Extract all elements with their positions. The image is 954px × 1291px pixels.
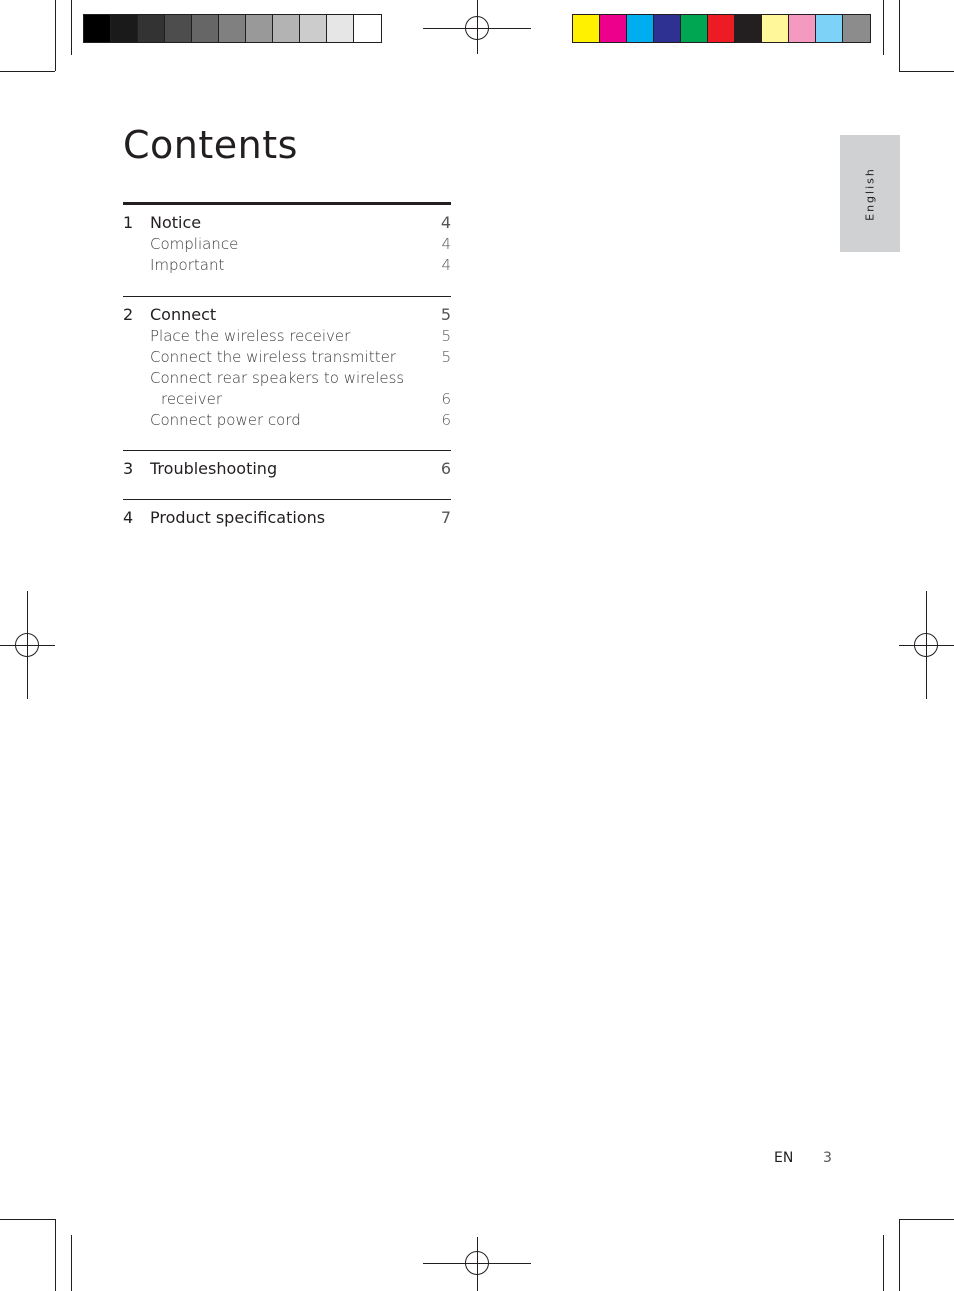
color-swatch <box>573 15 600 42</box>
color-swatch <box>816 15 843 42</box>
chapter-page: 7 <box>440 508 451 527</box>
chapter-page: 4 <box>440 213 451 232</box>
color-swatch <box>843 15 870 42</box>
subsection-title: Connect the wireless transmitter <box>150 348 396 366</box>
subsection-page: 6 <box>441 411 451 429</box>
toc-subsection-entry-continued[interactable] <box>123 389 451 410</box>
grayscale-color-bar <box>83 14 382 43</box>
chapter-number: 1 <box>123 213 134 232</box>
color-swatch <box>654 15 681 42</box>
color-swatch <box>600 15 627 42</box>
crop-mark <box>55 0 56 71</box>
chapter-number: 4 <box>123 508 134 527</box>
crop-mark <box>71 0 72 55</box>
color-swatch <box>111 15 138 42</box>
toc-subsection-entry[interactable] <box>123 410 451 431</box>
color-swatch <box>219 15 246 42</box>
color-swatch <box>789 15 816 42</box>
subsection-page: 5 <box>441 327 451 345</box>
chapter-page: 6 <box>440 459 451 478</box>
chapter-title: Product specifications <box>150 508 326 527</box>
process-color-bar <box>572 14 871 43</box>
color-swatch <box>735 15 762 42</box>
chapter-title: Notice <box>150 213 202 232</box>
color-swatch <box>762 15 789 42</box>
registration-target-icon <box>914 633 938 657</box>
subsection-title: Place the wireless receiver <box>150 327 351 345</box>
language-tab <box>840 135 900 252</box>
toc-subsection-entry[interactable] <box>123 368 451 389</box>
toc-subsection-entry[interactable] <box>123 347 451 368</box>
page-number: 3 <box>823 1150 832 1166</box>
subsection-title: Connect rear speakers to wireless <box>150 369 405 387</box>
crop-mark <box>883 0 884 55</box>
registration-target-icon <box>465 1251 489 1275</box>
toc-section <box>123 499 451 539</box>
color-swatch <box>681 15 708 42</box>
toc-subsection-entry[interactable] <box>123 255 451 276</box>
toc-section <box>123 202 451 296</box>
subsection-page: 4 <box>441 256 451 274</box>
color-swatch <box>84 15 111 42</box>
toc-section <box>123 296 451 450</box>
crop-mark <box>0 1219 55 1220</box>
subsection-page: 6 <box>441 390 451 408</box>
registration-target-icon <box>15 633 39 657</box>
chapter-number: 3 <box>123 459 134 478</box>
color-swatch <box>138 15 165 42</box>
footer-language: EN <box>774 1150 794 1166</box>
toc-chapter-entry[interactable] <box>123 507 451 529</box>
toc-section <box>123 450 451 499</box>
toc-subsection-entry[interactable] <box>123 326 451 347</box>
chapter-number: 2 <box>123 305 134 324</box>
crop-mark <box>899 71 954 72</box>
toc-chapter-entry[interactable] <box>123 458 451 480</box>
crop-mark <box>71 1235 72 1291</box>
chapter-page: 5 <box>440 305 451 324</box>
crop-mark <box>883 1235 884 1291</box>
color-swatch <box>327 15 354 42</box>
color-swatch <box>273 15 300 42</box>
crop-mark <box>899 1219 954 1220</box>
color-swatch <box>192 15 219 42</box>
chapter-title: Connect <box>150 305 217 324</box>
crop-mark <box>899 0 900 71</box>
color-swatch <box>354 15 381 42</box>
registration-target-icon <box>465 16 489 40</box>
crop-mark <box>55 1219 56 1291</box>
subsection-page: 5 <box>441 348 451 366</box>
subsection-page: 4 <box>441 235 451 253</box>
table-of-contents <box>123 202 451 539</box>
crop-mark <box>899 1219 900 1291</box>
toc-subsection-entry[interactable] <box>123 234 451 255</box>
subsection-title: Important <box>150 256 225 274</box>
subsection-title-continued: receiver <box>161 390 222 408</box>
color-swatch <box>246 15 273 42</box>
crop-mark <box>0 71 55 72</box>
color-swatch <box>165 15 192 42</box>
color-swatch <box>708 15 735 42</box>
toc-chapter-entry[interactable] <box>123 212 451 234</box>
subsection-title: Connect power cord <box>150 411 301 429</box>
subsection-title: Compliance <box>150 235 239 253</box>
color-swatch <box>300 15 327 42</box>
page-title: Contents <box>123 123 298 167</box>
language-tab-label: English <box>863 166 877 221</box>
color-swatch <box>627 15 654 42</box>
toc-chapter-entry[interactable] <box>123 304 451 326</box>
chapter-title: Troubleshooting <box>150 459 278 478</box>
